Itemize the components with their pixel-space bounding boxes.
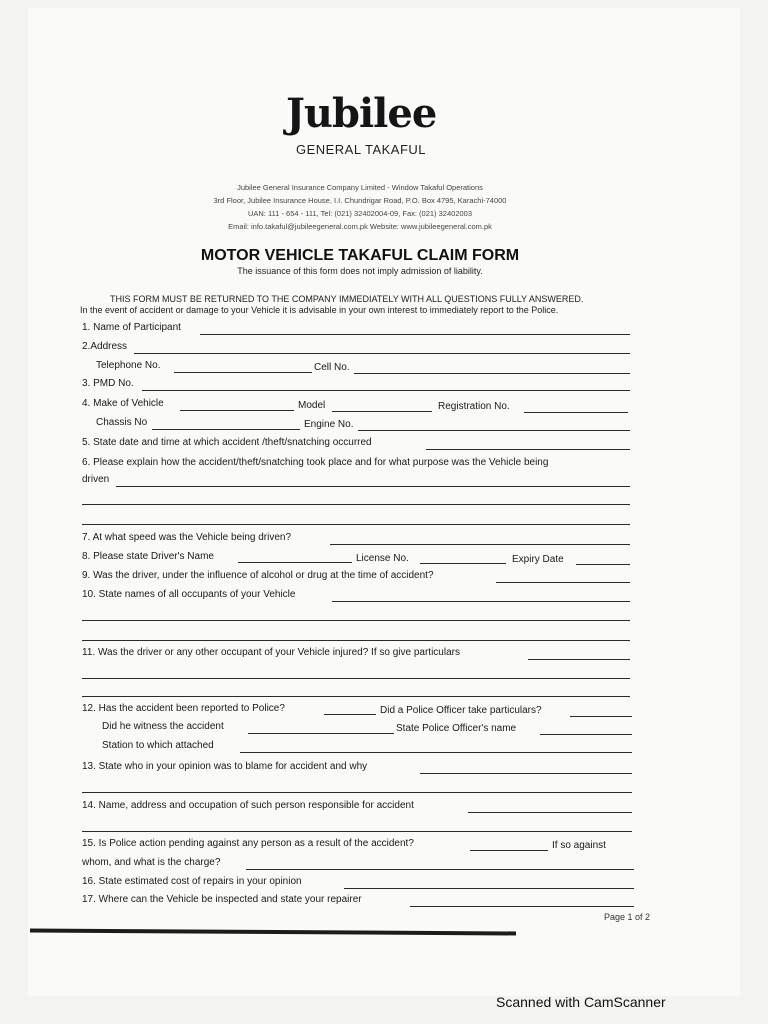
form-notice — [80, 294, 640, 316]
chassis-field[interactable] — [152, 429, 300, 430]
question-police-particulars: Did a Police Officer take particulars? — [380, 705, 542, 716]
address-line: Jubilee General Insurance Company Limited - Window Takaful Operations — [237, 183, 483, 192]
form-title: MOTOR VEHICLE TAKAFUL CLAIM FORM — [200, 247, 520, 264]
page-number: Page 1 of 2 — [604, 912, 651, 922]
label-registration: Registration No. — [438, 401, 510, 412]
repair-cost-field[interactable] — [344, 888, 634, 889]
accident-description-line-3[interactable] — [82, 524, 630, 525]
blame-line-2[interactable] — [82, 792, 632, 793]
form-disclaimer: The issuance of this form does not imply admission of liability. — [237, 266, 483, 276]
question-vehicle-make: 4. Make of Vehicle — [82, 398, 164, 409]
label-police-station: Station to which attached — [102, 740, 214, 751]
police-action-field[interactable] — [470, 850, 548, 851]
label-model: Model — [298, 400, 326, 411]
occupants-line-3[interactable] — [82, 640, 630, 641]
alcohol-field[interactable] — [496, 582, 630, 583]
notice-return: THIS FORM MUST BE RETURNED TO THE COMPANY IMMEDIATELY WITH ALL QUESTIONS FULLY ANSWERED. — [110, 294, 584, 304]
camscanner-watermark: Scanned with CamScanner — [496, 994, 666, 1010]
police-officer-name-field[interactable] — [540, 734, 632, 735]
notice-police: In the event of accident or damage to your Vehicle it is advisable in your own interest to immediately report to the Police. — [80, 305, 559, 315]
police-witness-field[interactable] — [248, 733, 394, 734]
label-police-witness: Did he witness the accident — [102, 721, 224, 732]
charge-field[interactable] — [246, 869, 634, 870]
question-police-action: 15. Is Police action pending against any person as a result of the accident? — [82, 838, 414, 849]
label-police-officer-name: State Police Officer's name — [396, 723, 517, 734]
label-expiry: Expiry Date — [512, 554, 564, 565]
question-responsible-person: 14. Name, address and occupation of such person responsible for accident — [82, 800, 414, 811]
question-address: 2.Address — [82, 341, 128, 352]
address-field[interactable] — [134, 353, 630, 354]
telephone-field[interactable] — [174, 372, 312, 373]
occupants-field[interactable] — [332, 601, 630, 602]
logo-wordmark: Jubilee — [286, 90, 437, 137]
accident-description-field[interactable] — [116, 486, 630, 487]
address-line: 3rd Floor, Jubilee Insurance House, I.I. Chundrigar Road, P.O. Box 4795, Karachi-74000 — [213, 196, 507, 205]
engine-field[interactable] — [358, 430, 630, 431]
jubilee-logo — [286, 92, 436, 157]
question-pmd: 3. PMD No. — [82, 378, 134, 389]
police-particulars-field[interactable] — [570, 716, 632, 717]
question-injured: 11. Was the driver or any other occupant of your Vehicle injured? If so give particulars — [82, 647, 460, 658]
license-field[interactable] — [420, 563, 506, 564]
model-field[interactable] — [332, 411, 432, 412]
label-charge: whom, and what is the charge? — [82, 857, 221, 868]
expiry-field[interactable] — [576, 564, 630, 565]
injured-line-3[interactable] — [82, 696, 630, 697]
question-police-report: 12. Has the accident been reported to Police? — [82, 703, 285, 714]
blame-field[interactable] — [420, 773, 632, 774]
company-address-block — [160, 181, 560, 233]
responsible-person-field[interactable] — [468, 812, 632, 813]
question-repair-cost: 16. State estimated cost of repairs in your opinion — [82, 876, 302, 887]
label-against-whom: If so against — [552, 840, 606, 851]
participant-name-field[interactable] — [200, 334, 630, 335]
question-inspection-place: 17. Where can the Vehicle be inspected and state your repairer — [82, 894, 362, 905]
label-engine: Engine No. — [304, 419, 354, 430]
driver-name-field[interactable] — [238, 562, 352, 563]
question-alcohol: 9. Was the driver, under the influence of alcohol or drug at the time of accident? — [82, 570, 434, 581]
injured-field[interactable] — [528, 659, 630, 660]
question-accident-description: 6. Please explain how the accident/theft/snatching took place and for what purpose was the Vehicle being — [82, 457, 549, 468]
question-blame: 13. State who in your opinion was to blame for accident and why — [82, 761, 368, 772]
question-accident-description-cont: driven — [82, 474, 110, 485]
responsible-person-line-2[interactable] — [82, 831, 632, 832]
accident-date-field[interactable] — [426, 449, 630, 450]
label-license: License No. — [356, 553, 409, 564]
speed-field[interactable] — [330, 544, 630, 545]
question-driver-name: 8. Please state Driver's Name — [82, 551, 214, 562]
vehicle-make-field[interactable] — [180, 410, 294, 411]
address-line: UAN: 111 - 654 - 111, Tel: (021) 32402004-09, Fax: (021) 32402003 — [247, 209, 473, 218]
label-cell: Cell No. — [314, 362, 350, 373]
address-line: Email: info.takaful@jubileegeneral.com.pk Website: www.jubileegeneral.com.pk — [228, 222, 492, 231]
label-chassis: Chassis No — [96, 417, 148, 428]
pmd-field[interactable] — [142, 390, 630, 391]
question-speed: 7. At what speed was the Vehicle being driven? — [82, 532, 292, 543]
label-telephone: Telephone No. — [96, 360, 161, 371]
question-participant-name: 1. Name of Participant — [82, 322, 181, 333]
occupants-line-2[interactable] — [82, 620, 630, 621]
question-occupants: 10. State names of all occupants of your Vehicle — [82, 589, 296, 600]
injured-line-2[interactable] — [82, 678, 630, 679]
police-report-field[interactable] — [324, 714, 376, 715]
logo-subtitle: GENERAL TAKAFUL — [295, 142, 427, 157]
registration-field[interactable] — [524, 412, 628, 413]
police-station-field[interactable] — [240, 752, 632, 753]
accident-description-line-2[interactable] — [82, 504, 630, 505]
inspection-place-field[interactable] — [410, 906, 634, 907]
question-accident-date: 5. State date and time at which accident /theft/snatching occurred — [82, 437, 372, 448]
cell-field[interactable] — [354, 373, 630, 374]
